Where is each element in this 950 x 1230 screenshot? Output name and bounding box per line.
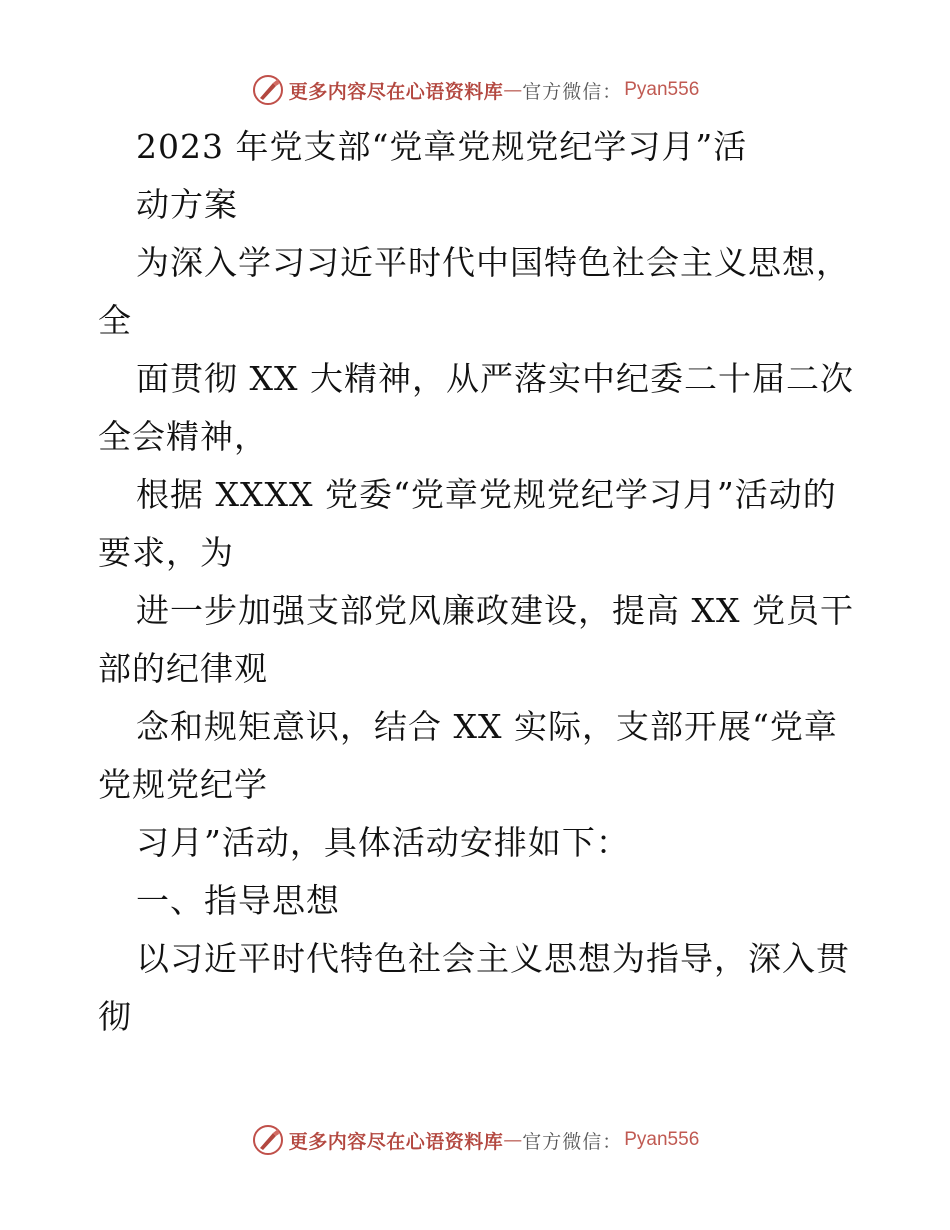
doc-line: 根据 XXXX 党委“党章党规党纪学习月”活动的	[136, 475, 837, 514]
quill-pen-icon	[251, 73, 285, 107]
footer-watermark	[0, 1122, 950, 1158]
doc-line: 进一步加强支部党风廉政建设，提高 XX 党员干	[136, 591, 854, 630]
doc-line: 彻	[98, 997, 132, 1036]
watermark-wechat-label: 官方微信：	[522, 80, 623, 103]
doc-line: 以习近平时代特色社会主义思想为指导，深入贯	[136, 939, 850, 978]
watermark-wechat-id: Pyan556	[624, 1129, 700, 1150]
header-watermark	[0, 72, 950, 108]
watermark-text: 更多内容尽在心语资料库	[288, 80, 504, 103]
doc-line: 部的纪律观	[98, 649, 268, 688]
watermark-separator: —	[503, 1129, 523, 1151]
watermark-separator: —	[503, 79, 523, 101]
doc-line: 要求，为	[98, 533, 234, 572]
doc-line: 念和规矩意识，结合 XX 实际，支部开展“党章	[136, 707, 838, 746]
doc-line: 动方案	[136, 185, 238, 224]
doc-line: 习月”活动，具体活动安排如下：	[136, 823, 630, 862]
doc-line: 为深入学习习近平时代中国特色社会主义思想，	[136, 243, 850, 282]
quill-pen-icon	[251, 1123, 285, 1157]
document-body	[98, 118, 858, 1046]
section-heading: 一、指导思想	[136, 881, 340, 920]
doc-line: 党规党纪学	[98, 765, 268, 804]
watermark-wechat-id: Pyan556	[624, 79, 700, 100]
watermark-wechat-label: 官方微信：	[522, 1130, 623, 1153]
doc-line: 面贯彻 XX 大精神，从严落实中纪委二十届二次	[136, 359, 854, 398]
doc-line: 2023 年党支部“党章党规党纪学习月”活	[136, 127, 748, 166]
doc-line: 全会精神，	[98, 417, 268, 456]
watermark-text: 更多内容尽在心语资料库	[288, 1130, 504, 1153]
doc-line: 全	[98, 301, 132, 340]
